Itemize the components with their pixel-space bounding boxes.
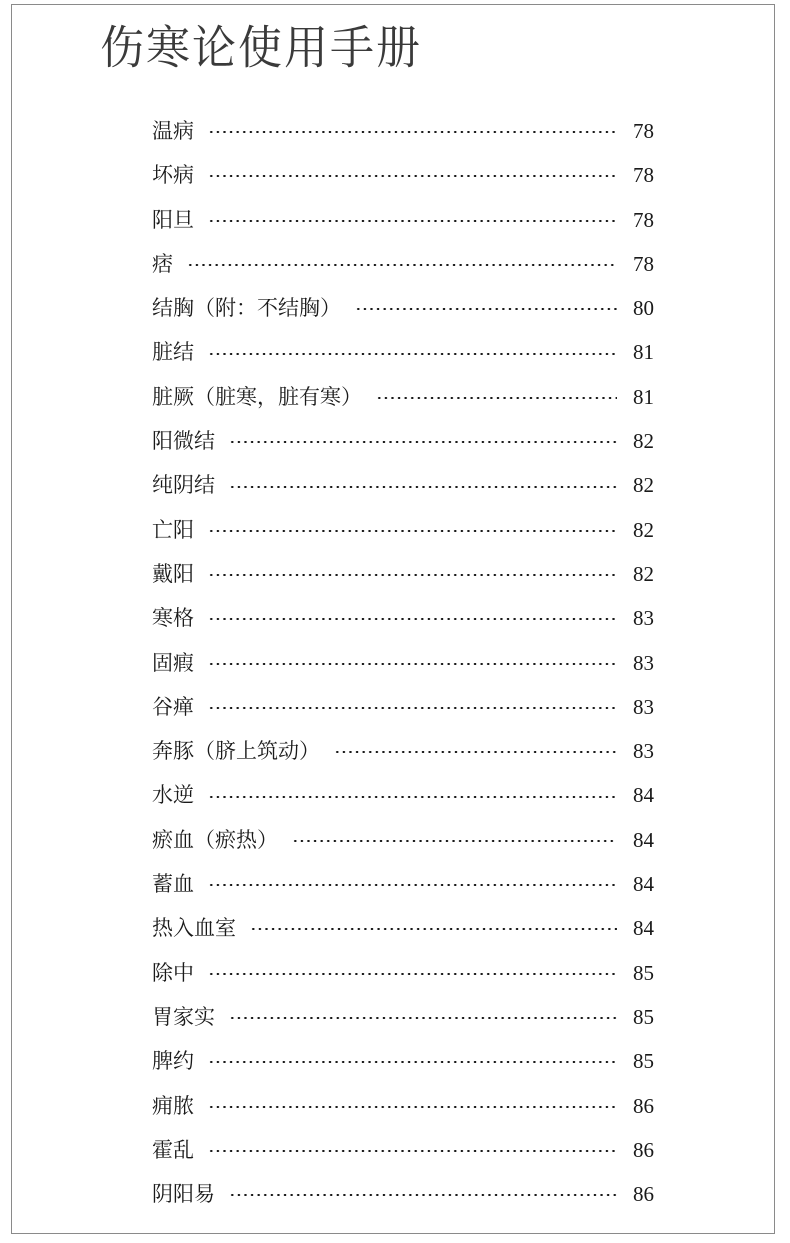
dot-leader	[208, 1061, 617, 1063]
dot-leader	[208, 1106, 617, 1108]
toc-entry[interactable]	[152, 1039, 667, 1083]
entry-page-number: 84	[633, 827, 654, 852]
entry-page-number: 82	[633, 561, 654, 586]
entry-page-number: 82	[633, 429, 654, 454]
entry-page-number: 86	[633, 1093, 654, 1118]
entry-page-number: 84	[633, 783, 654, 808]
entry-label: 水逆	[152, 783, 194, 808]
dot-leader	[208, 1150, 617, 1152]
dot-leader	[355, 308, 617, 310]
book-title: 伤寒论使用手册	[100, 21, 422, 76]
entry-page-number: 83	[633, 694, 654, 719]
entry-page-number: 78	[633, 119, 654, 143]
dot-leader	[208, 796, 617, 798]
entry-page-number: 84	[633, 872, 654, 897]
dot-leader	[208, 530, 617, 532]
dot-leader	[229, 441, 617, 443]
toc-entry[interactable]	[152, 951, 667, 995]
entry-page-number: 81	[633, 384, 654, 409]
dot-leader	[208, 884, 617, 886]
entry-page-number: 78	[633, 251, 654, 276]
toc-entry[interactable]	[152, 1084, 667, 1128]
entry-label: 戴阳	[152, 561, 194, 586]
toc-entry[interactable]	[152, 330, 667, 374]
dot-leader	[187, 264, 617, 266]
entry-label: 痞	[152, 251, 173, 276]
toc-entry[interactable]	[152, 862, 667, 906]
toc-entry[interactable]	[152, 1172, 667, 1216]
entry-label: 谷瘅	[152, 694, 194, 719]
toc-entry[interactable]	[152, 773, 667, 817]
entry-page-number: 83	[633, 606, 654, 631]
toc-entry[interactable]	[152, 685, 667, 729]
entry-label: 固瘕	[152, 650, 194, 675]
toc-entry[interactable]	[152, 906, 667, 950]
toc-entry[interactable]	[152, 552, 667, 596]
toc-entry[interactable]	[152, 995, 667, 1039]
entry-label: 阳微结	[152, 429, 215, 454]
entry-label: 纯阴结	[152, 473, 215, 498]
toc-entry[interactable]	[152, 508, 667, 552]
entry-page-number: 86	[633, 1182, 654, 1207]
toc-entry[interactable]	[152, 242, 667, 286]
toc-entry[interactable]	[152, 109, 667, 153]
entry-label: 奔豚（脐上筑动）	[152, 739, 320, 764]
entry-label: 寒格	[152, 606, 194, 631]
toc-entry[interactable]	[152, 419, 667, 463]
entry-page-number: 85	[633, 960, 654, 985]
dot-leader	[208, 175, 617, 177]
entry-label: 热入血室	[152, 916, 236, 941]
entry-label: 瘀血（瘀热）	[152, 827, 278, 852]
toc-entry[interactable]	[152, 818, 667, 862]
dot-leader	[229, 486, 617, 488]
entry-label: 胃家实	[152, 1004, 215, 1029]
entry-label: 阴阳易	[152, 1182, 215, 1207]
dot-leader	[334, 751, 617, 753]
entry-label: 结胸（附：不结胸）	[152, 296, 341, 321]
entry-label: 痈脓	[152, 1093, 194, 1118]
dot-leader	[208, 353, 617, 355]
toc-entry[interactable]	[152, 729, 667, 773]
dot-leader	[208, 707, 617, 709]
page-frame	[11, 4, 775, 1234]
entry-page-number: 84	[633, 916, 654, 941]
dot-leader	[229, 1194, 617, 1196]
entry-label: 脾约	[152, 1049, 194, 1074]
dot-leader	[376, 397, 617, 399]
toc-entry[interactable]	[152, 198, 667, 242]
entry-page-number: 85	[633, 1049, 654, 1074]
toc-entry[interactable]	[152, 641, 667, 685]
entry-label: 阳旦	[152, 207, 194, 232]
toc-entry[interactable]	[152, 153, 667, 197]
entry-label: 蓄血	[152, 872, 194, 897]
dot-leader	[208, 574, 617, 576]
dot-leader	[208, 973, 617, 975]
dot-leader	[208, 663, 617, 665]
entry-page-number: 86	[633, 1137, 654, 1162]
dot-leader	[292, 840, 617, 842]
toc-entry[interactable]	[152, 463, 667, 507]
toc-entry[interactable]	[152, 286, 667, 330]
entry-label: 除中	[152, 960, 194, 985]
entry-page-number: 78	[633, 207, 654, 232]
dot-leader	[208, 618, 617, 620]
entry-page-number: 82	[633, 517, 654, 542]
toc-entry[interactable]	[152, 375, 667, 419]
entry-label: 脏结	[152, 340, 194, 365]
dot-leader	[208, 220, 617, 222]
entry-label: 温病	[152, 119, 194, 143]
entry-label: 亡阳	[152, 517, 194, 542]
entry-label: 坏病	[152, 163, 194, 188]
entry-page-number: 78	[633, 163, 654, 188]
table-of-contents	[152, 109, 667, 1216]
entry-label: 脏厥（脏寒，脏有寒）	[152, 384, 362, 409]
entry-page-number: 80	[633, 296, 654, 321]
entry-page-number: 83	[633, 650, 654, 675]
toc-entry[interactable]	[152, 1128, 667, 1172]
dot-leader	[229, 1017, 617, 1019]
toc-entry[interactable]	[152, 596, 667, 640]
entry-page-number: 82	[633, 473, 654, 498]
dot-leader	[250, 928, 617, 930]
dot-leader	[208, 131, 617, 133]
entry-page-number: 85	[633, 1004, 654, 1029]
entry-page-number: 83	[633, 739, 654, 764]
entry-page-number: 81	[633, 340, 654, 365]
entry-label: 霍乱	[152, 1137, 194, 1162]
